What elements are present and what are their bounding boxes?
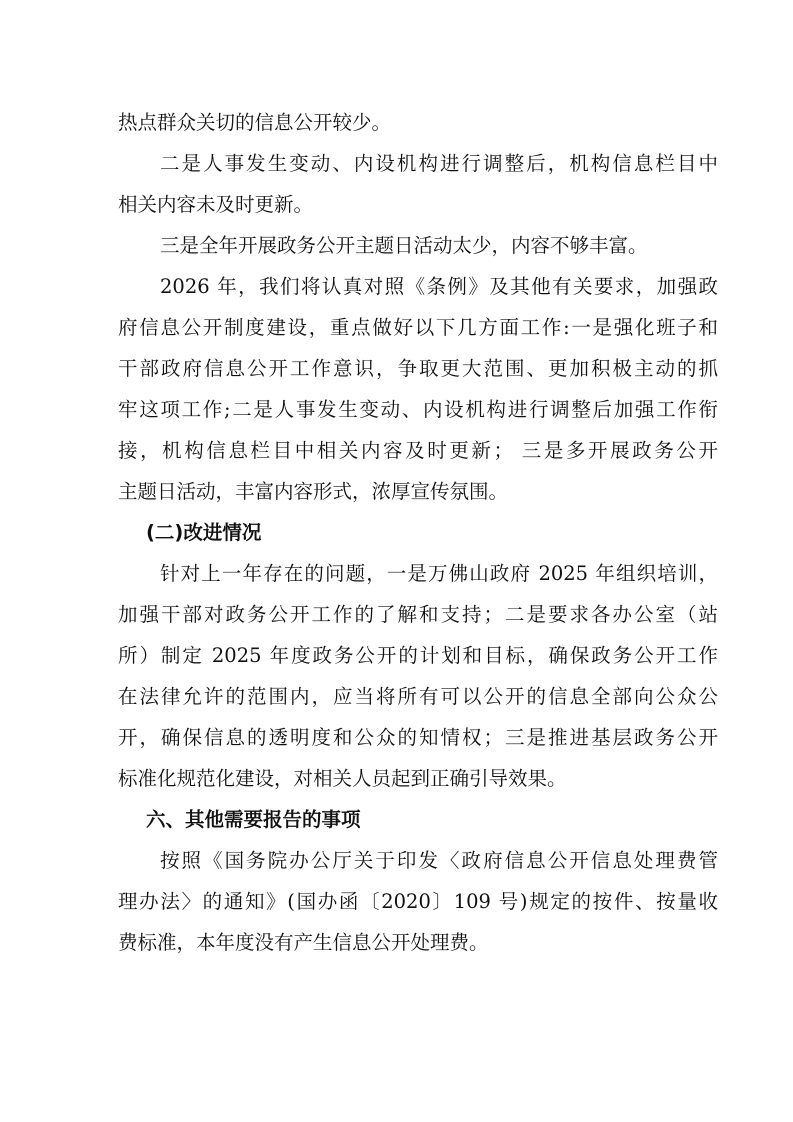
paragraph-line: 热点群众关切的信息公开较少。 [118,111,392,134]
paragraph-line: 费标准，本年度没有产生信息公开处理费。 [118,931,489,954]
paragraph-line: 牢这项工作;二是人事发生变动、内设机构进行调整后加强工作衔 [118,398,718,421]
paragraph-line: 针对上一年存在的问题，一是万佛山政府 2025 年组织培训， [160,562,718,585]
section-heading-other-matters: 六、其他需要报告的事项 [146,808,361,831]
paragraph-line: 所）制定 2025 年度政务公开的计划和目标，确保政务公开工作 [118,644,718,667]
paragraph-line: 主题日活动，丰富内容形式，浓厚宣传氛围。 [118,480,509,503]
paragraph-line: 接，机构信息栏目中相关内容及时更新； 三是多开展政务公开 [118,439,718,462]
paragraph-line: 二是人事发生变动、内设机构进行调整后，机构信息栏目中 [160,152,718,175]
paragraph-line: 开，确保信息的透明度和公众的知情权；三是推进基层政务公开 [118,726,718,749]
section-heading-improvements: (二)改进情况 [146,521,262,544]
paragraph-line: 加强干部对政务公开工作的了解和支持；二是要求各办公室（站 [118,603,718,626]
paragraph-line: 在法律允许的范围内，应当将所有可以公开的信息全部向公众公 [118,685,718,708]
paragraph-line: 2026 年，我们将认真对照《条例》及其他有关要求，加强政 [160,275,718,298]
paragraph-line: 府信息公开制度建设，重点做好以下几方面工作:一是强化班子和 [118,316,718,339]
paragraph-line: 相关内容未及时更新。 [118,193,314,216]
document-body [118,102,718,963]
paragraph-line: 三是全年开展政务公开主题日活动太少，内容不够丰富。 [160,234,648,257]
paragraph-line: 标准化规范化建设，对相关人员起到正确引导效果。 [118,767,567,790]
paragraph-line: 干部政府信息公开工作意识，争取更大范围、更加积极主动的抓 [118,357,718,380]
paragraph-line: 按照《国务院办公厅关于印发〈政府信息公开信息处理费管 [160,849,718,872]
paragraph-line: 理办法〉的通知》(国办函〔2020〕109 号)规定的按件、按量收 [118,890,718,913]
